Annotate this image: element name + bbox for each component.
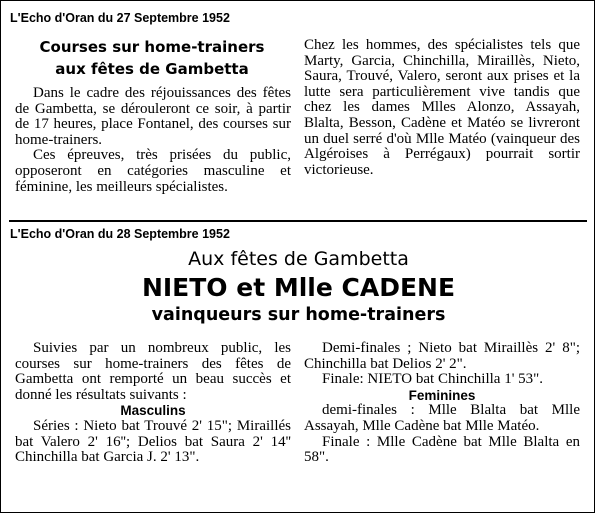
article1-right-column xyxy=(304,38,580,178)
article2-source: L'Echo d'Oran du 28 Septembre 1952 xyxy=(10,227,230,241)
article2-right-column xyxy=(304,341,580,466)
article1-title-line1: Courses sur home-trainers xyxy=(39,38,265,56)
article1-title xyxy=(7,36,297,80)
article2-subhead: vainqueurs sur home-trainers xyxy=(151,305,446,325)
article1-title-line2: aux fêtes de Gambetta xyxy=(55,60,249,78)
article1-paragraph-2: Ces épreuves, très prisées du public, opposeront en catégories masculine et féminine, les meilleurs spécialistes. xyxy=(15,147,291,195)
feminines-heading: Feminines xyxy=(408,387,476,403)
article1-source: L'Echo d'Oran du 27 Septembre 1952 xyxy=(10,11,230,25)
article1-paragraph-3: Chez les hommes, des spécialistes tels que Marty, Garcia, Chinchilla, Miraillès, Nieto, Saura, Trouvé, Valero, seront aux prises et la lutte sera particulièrement vive tandis que chez les dames Mlles Alonzo, Assayah, Blalta, Besson, Cadène et Matéo se livreront un duel serré d'où Mlle Matéo (vainqueur des Algéroises à Perrégaux) pourrait sortir victorieuse. xyxy=(304,37,580,178)
demi-finales-dames-results: demi-finales : Mlle Blalta bat Mlle Assayah, Mlle Cadène bat Mlle Matéo. xyxy=(304,402,580,434)
article2-headline: NIETO et Mlle CADENE xyxy=(141,273,456,302)
masculins-heading: Masculins xyxy=(120,403,186,419)
series-results: Séries : Nieto bat Trouvé 2' 15"; Miraillés bat Valero 2' 16''; Delios bat Saura 2' 14'' Chinchilla bat Garcia J. 2' 13". xyxy=(15,417,291,466)
article2-intro: Suivies par un nombreux public, les courses sur home-trainers des fêtes de Gambetta ont remporté un beau succès et donné les résultats suivants : xyxy=(15,340,291,403)
article2-left-column xyxy=(15,341,291,466)
article1-left-column xyxy=(15,86,291,195)
article1-paragraph-1: Dans le cadre des réjouissances des fêtes de Gambetta, se dérouleront ce soir, à partir de 17 heures, place Fontanel, des courses sur home-trainers. xyxy=(15,85,291,148)
demi-finales-results: Demi-finales ; Nieto bat Miraillès 2' 8"; Chinchilla bat Delios 2' 2". xyxy=(304,340,580,372)
article2-kicker: Aux fêtes de Gambetta xyxy=(188,248,409,270)
finale-result: Finale: NIETO bat Chinchilla 1' 53". xyxy=(322,371,544,388)
separator-rule xyxy=(9,220,587,222)
finale-dames-result: Finale : Mlle Cadène bat Mlle Blalta en 58". xyxy=(304,433,580,466)
